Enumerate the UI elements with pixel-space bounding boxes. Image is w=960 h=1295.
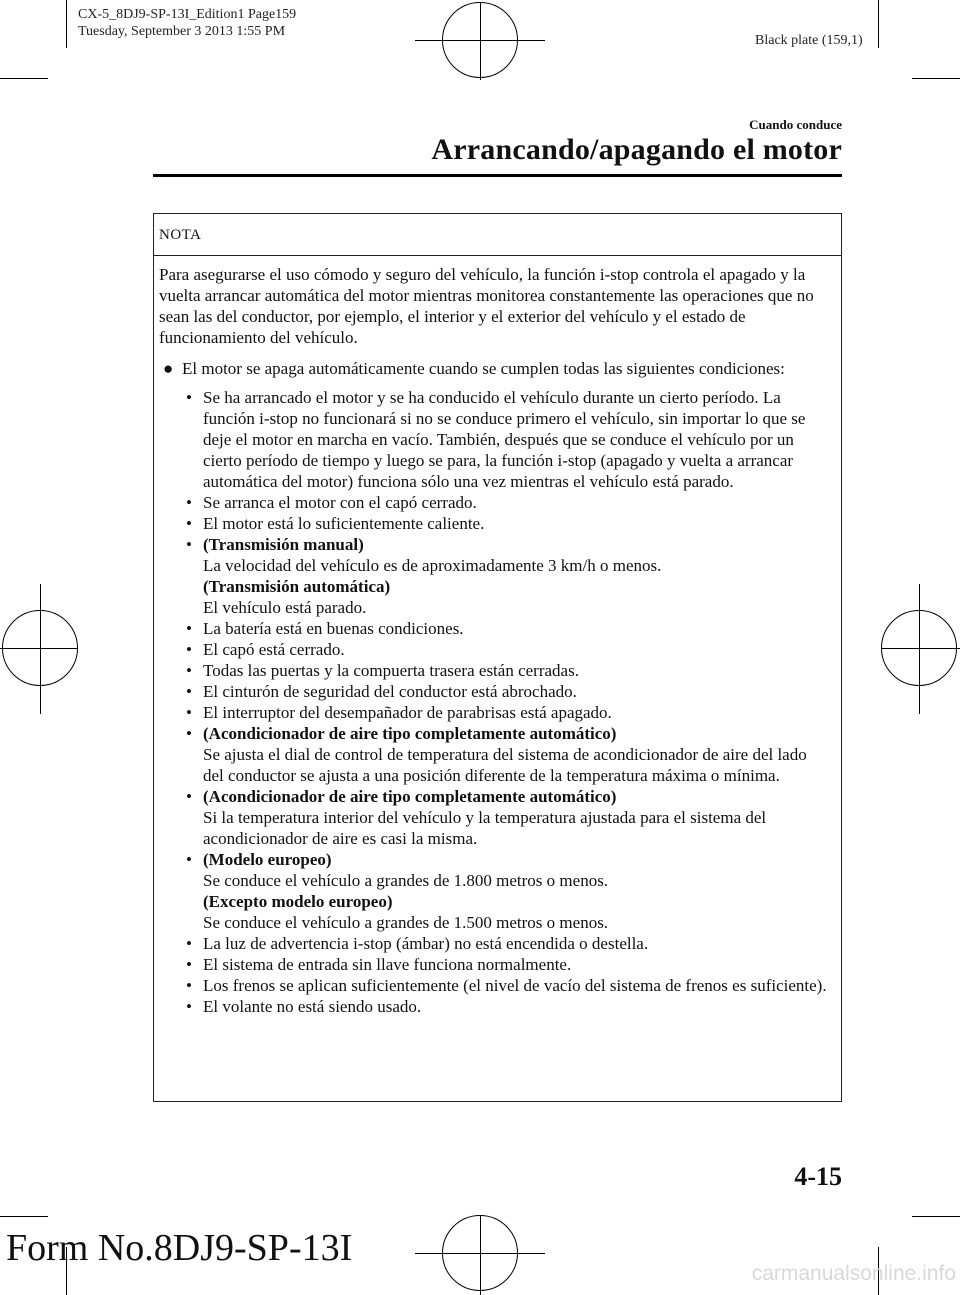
condition-text: El vehículo está parado. (203, 598, 367, 617)
condition-heading: (Excepto modelo europeo) (203, 892, 393, 911)
condition-item (159, 618, 829, 639)
condition-item (159, 639, 829, 660)
condition-item (159, 492, 829, 513)
condition-text: La velocidad del vehículo es de aproximadamente 3 km/h o menos. (203, 556, 662, 575)
crop-mark (66, 0, 67, 48)
condition-text: El cinturón de seguridad del conductor está abrochado. (203, 682, 577, 701)
bullet-icon: • (186, 955, 192, 974)
bullet-icon: • (186, 976, 192, 995)
bullet-icon: • (186, 514, 192, 533)
bullet-icon: ● (163, 359, 174, 378)
condition-item (159, 996, 829, 1017)
condition-heading: (Acondicionador de aire tipo completamente automático) (203, 787, 617, 806)
bullet-icon: • (186, 493, 192, 512)
watermark: carmanualsonline.info (751, 1262, 956, 1285)
condition-item (159, 786, 829, 849)
condition-item (159, 513, 829, 534)
condition-text: Se conduce el vehículo a grandes de 1.500 metros o menos. (203, 913, 609, 932)
condition-text: El volante no está siendo usado. (203, 997, 422, 1016)
bullet-icon: • (186, 535, 192, 554)
title-divider (153, 174, 842, 177)
condition-heading: (Transmisión manual) (203, 535, 364, 554)
print-slug (78, 6, 296, 40)
registration-circle (442, 1215, 518, 1291)
note-heading: NOTA (154, 214, 841, 256)
bullet-icon: • (186, 661, 192, 680)
condition-item (159, 849, 829, 933)
condition-item (159, 534, 829, 618)
condition-text: Todas las puertas y la compuerta trasera están cerradas. (203, 661, 579, 680)
note-box (153, 213, 842, 1102)
page-title: Arrancando/apagando el motor (431, 133, 842, 166)
bullet-icon: • (186, 997, 192, 1016)
condition-text: El interruptor del desempañador de parabrisas está apagado. (203, 703, 612, 722)
plate-label: Black plate (159,1) (755, 33, 863, 48)
condition-heading: (Modelo europeo) (203, 850, 332, 869)
form-number: Form No.8DJ9-SP-13I (6, 1227, 353, 1269)
condition-text: Los frenos se aplican suficientemente (el nivel de vacío del sistema de frenos es suficiente). (203, 976, 827, 995)
main-bullet (159, 358, 829, 379)
condition-text: Se ajusta el dial de control de temperatura del sistema de acondicionador de aire del lado del conductor se ajusta a una posición diferente de la temperatura máxima o mínima. (203, 745, 807, 785)
section-label: Cuando conduce (749, 117, 842, 132)
main-bullet-text: El motor se apaga automáticamente cuando se cumplen todas las siguientes condiciones: (182, 359, 785, 378)
registration-circle (2, 610, 78, 686)
condition-item (159, 387, 829, 492)
crop-mark (0, 78, 48, 79)
bullet-icon: • (186, 388, 192, 407)
condition-text: El sistema de entrada sin llave funciona normalmente. (203, 955, 572, 974)
slug-line: CX-5_8DJ9-SP-13I_Edition1 Page159 (78, 7, 297, 22)
crop-mark (912, 78, 960, 79)
condition-heading: (Transmisión automática) (203, 577, 391, 596)
page-number: 4-15 (794, 1162, 842, 1191)
condition-text: La luz de advertencia i-stop (ámbar) no está encendida o destella. (203, 934, 649, 953)
condition-text: Se conduce el vehículo a grandes de 1.800 metros o menos. (203, 871, 609, 890)
registration-circle (881, 610, 957, 686)
slug-line: Tuesday, September 3 2013 1:55 PM (78, 24, 286, 39)
condition-item (159, 954, 829, 975)
condition-text: La batería está en buenas condiciones. (203, 619, 464, 638)
condition-text: Se ha arrancado el motor y se ha conducido el vehículo durante un cierto período. La función i-stop no funcionará si no se conduce primero el vehículo, sin importar lo que se deje el motor en marcha en vacío. También, después que se conduce el vehículo por un cierto período de tiempo y luego se para, la función i-stop (apagado y vuelta a arrancar automática del motor) funciona sólo una vez mientras el vehículo está parado. (203, 388, 806, 491)
condition-item (159, 702, 829, 723)
bullet-icon: • (186, 724, 192, 743)
bullet-icon: • (186, 619, 192, 638)
registration-circle (442, 2, 518, 78)
condition-text: El capó está cerrado. (203, 640, 345, 659)
crop-mark (912, 1216, 960, 1217)
crop-mark (878, 0, 879, 48)
bullet-icon: • (186, 682, 192, 701)
bullet-icon: • (186, 787, 192, 806)
condition-text: Si la temperatura interior del vehículo y la temperatura ajustada para el sistema del acondicionador de aire es casi la misma. (203, 808, 767, 848)
note-intro: Para asegurarse el uso cómodo y seguro del vehículo, la función i-stop controla el apagado y la vuelta arrancar automática del motor mientras monitorea constantemente las operaciones que no sean las del conductor, por ejemplo, el interior y el exterior del vehículo y el estado de funcionamiento del vehículo. (159, 265, 814, 347)
condition-heading: (Acondicionador de aire tipo completamente automático) (203, 724, 617, 743)
crop-mark (0, 1216, 48, 1217)
condition-item (159, 975, 829, 996)
bullet-icon: • (186, 640, 192, 659)
condition-item (159, 660, 829, 681)
condition-item (159, 723, 829, 786)
condition-item (159, 933, 829, 954)
condition-text: Se arranca el motor con el capó cerrado. (203, 493, 477, 512)
conditions-list (159, 387, 829, 1017)
note-body (154, 256, 841, 1017)
bullet-icon: • (186, 934, 192, 953)
bullet-icon: • (186, 850, 192, 869)
bullet-icon: • (186, 703, 192, 722)
condition-text: El motor está lo suficientemente caliente. (203, 514, 485, 533)
condition-item (159, 681, 829, 702)
